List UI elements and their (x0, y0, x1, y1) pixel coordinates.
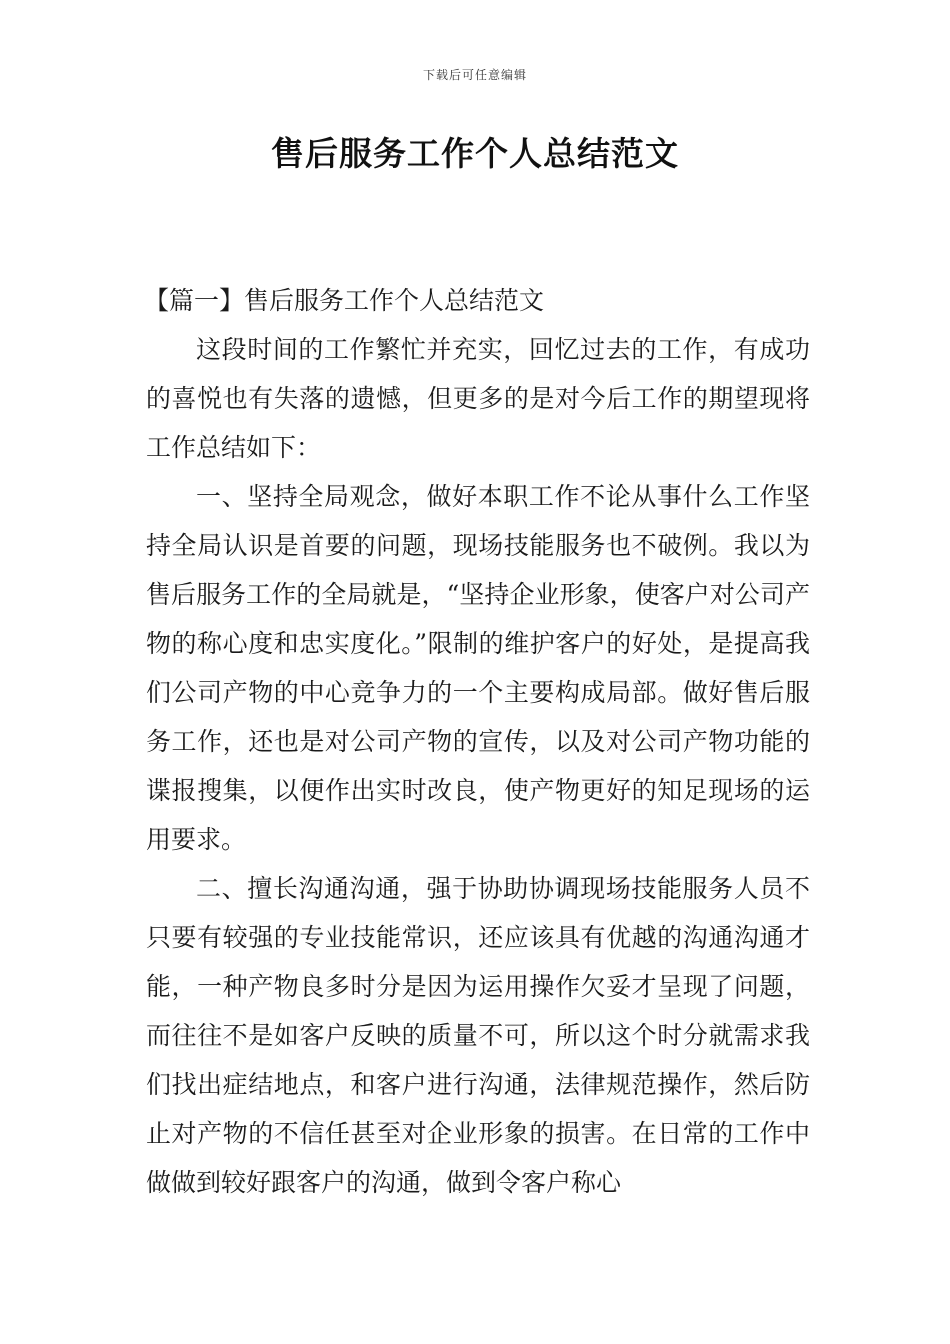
document-title: 售后服务工作个人总结范文 (271, 134, 679, 173)
document-body (146, 276, 810, 1207)
paragraph-intro: 这段时间的工作繁忙并充实，回忆过去的工作，有成功的喜悦也有失落的遗憾，但更多的是对今后工作的期望现将工作总结如下： (146, 335, 810, 462)
paragraph-point-two: 二、擅长沟通沟通，强于协助协调现场技能服务人员不只要有较强的专业技能常识，还应该具有优越的沟通沟通才能，一种产物良多时分是因为运用操作欠妥才呈现了问题，而往往不是如客户反映的质量不可，所以这个时分就需求我们找出症结地点，和客户进行沟通，法律规范操作，然后防止对产物的不信任甚至对企业形象的损害。在日常的工作中做做到较好跟客户的沟通，做到令客户称心 (146, 874, 810, 1197)
paragraph-point-one: 一、坚持全局观念，做好本职工作不论从事什么工作坚持全局认识是首要的问题，现场技能服务也不破例。我以为售后服务工作的全局就是，“坚持企业形象，使客户对公司产物的称心度和忠实度化。”限制的维护客户的好处，是提高我们公司产物的中心竞争力的一个主要构成局部。做好售后服务工作，还也是对公司产物的宣传，以及对公司产物功能的谍报搜集，以便作出实时改良，使产物更好的知足现场的运用要求。 (146, 482, 810, 854)
section-heading: 【篇一】售后服务工作个人总结范文 (144, 286, 545, 315)
page-header-note: 下载后可任意编辑 (422, 68, 527, 82)
